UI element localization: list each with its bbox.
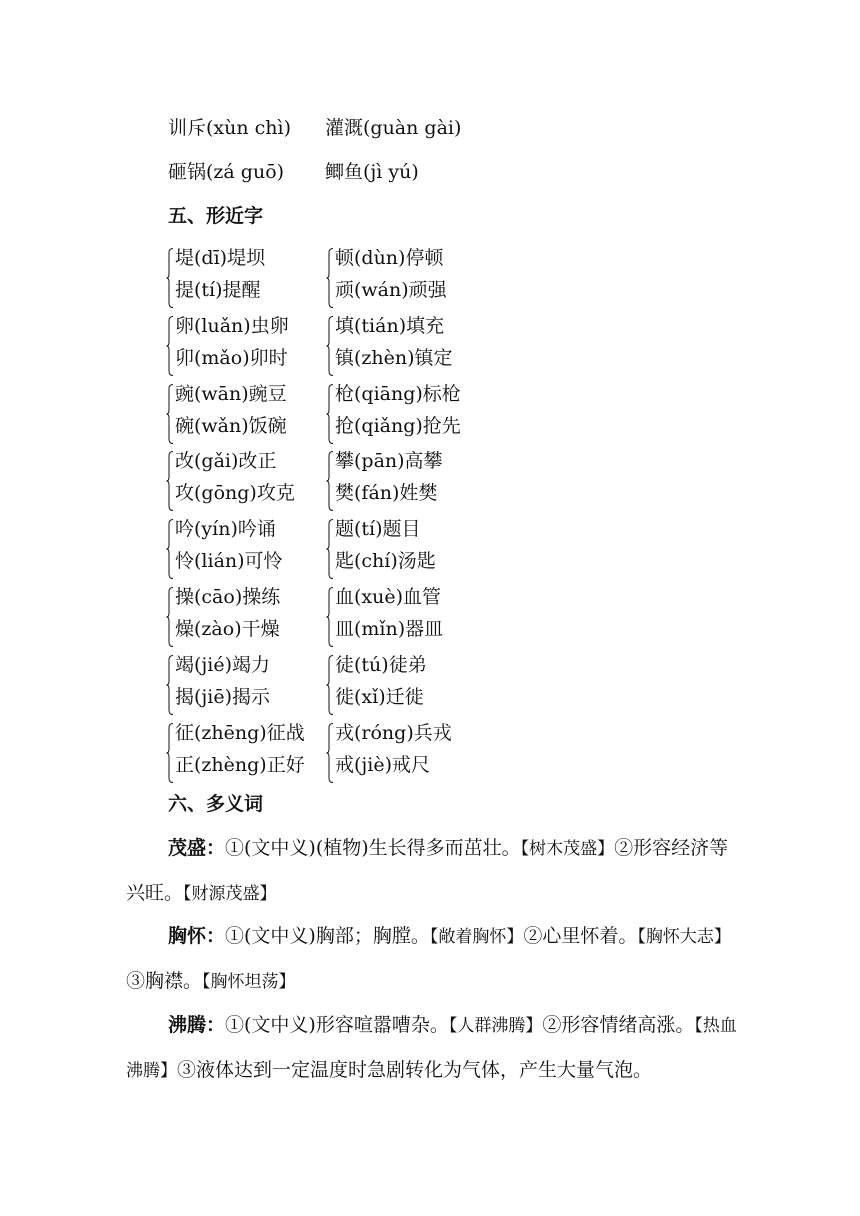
char-pair-item: 题(tí)题目 <box>335 518 421 540</box>
char-pair-item: 徒(tú)徒弟 <box>335 654 427 676</box>
char-pair-item: 徙(xǐ)迁徙 <box>335 686 424 708</box>
char-pair-item: 操(cāo)操练 <box>175 586 281 608</box>
char-pair-item: 提(tí)提醒 <box>175 279 261 301</box>
char-pair-item: 堤(dī)堤坝 <box>175 247 266 269</box>
brace-icon <box>166 248 174 308</box>
vocab-item: 训斥(xùn chì) <box>168 117 292 139</box>
char-pair-item: 镇(zhèn)镇定 <box>335 347 453 369</box>
char-pair-item: 血(xuè)血管 <box>335 586 442 608</box>
char-pair-item: 正(zhèng)正好 <box>175 754 305 776</box>
char-pair-item: 顿(dùn)停顿 <box>335 247 444 269</box>
definition-text: ③液体达到一定温度时急剧转化为气体，产生大量气泡。 <box>177 1059 653 1081</box>
section-heading-5: 五、形近字 <box>168 205 264 227</box>
char-pair-item: 枪(qiāng)标枪 <box>335 383 461 405</box>
char-pair-item: 攻(gōng)攻克 <box>175 482 295 504</box>
brace-icon <box>166 655 174 715</box>
char-pair-item: 卵(luǎn)虫卵 <box>175 315 289 337</box>
char-pair-item: 填(tián)填充 <box>335 315 445 337</box>
char-pair-item: 吟(yín)吟诵 <box>175 518 276 540</box>
definition-text: ③胸襟。 <box>126 970 203 992</box>
char-pair-item: 攀(pān)高攀 <box>335 450 443 472</box>
char-pair-item: 戎(róng)兵戎 <box>335 722 452 744</box>
example-phrase: 【胸怀大志】 <box>637 927 731 947</box>
definition-text: ②形容情绪高涨。 <box>542 1014 695 1036</box>
char-pair-item: 怜(lián)可怜 <box>175 550 283 572</box>
section-heading-6: 六、多义词 <box>168 793 264 815</box>
example-phrase: 【热血沸腾】 <box>126 1016 737 1081</box>
definition-text: ②形容经济等兴旺。 <box>126 837 729 904</box>
definition-text: ②心里怀着。 <box>523 925 638 947</box>
char-pair-item: 抢(qiǎng)抢先 <box>335 415 461 437</box>
vocab-item: 鲫鱼(jì yú) <box>325 161 419 183</box>
brace-icon <box>166 451 174 511</box>
char-pair-item: 征(zhēng)征战 <box>175 722 305 744</box>
char-pair-item: 皿(mǐn)器皿 <box>335 618 444 640</box>
example-phrase: 【胸怀坦荡】 <box>202 972 296 992</box>
brace-icon <box>166 519 174 579</box>
polysemy-term: 茂盛： <box>168 837 226 859</box>
example-phrase: 【树木茂盛】 <box>520 839 615 859</box>
brace-icon <box>326 519 334 579</box>
char-pair-item: 碗(wǎn)饭碗 <box>175 415 287 437</box>
char-pair-item: 顽(wán)顽强 <box>335 279 447 301</box>
char-pair-item: 燥(zào)干燥 <box>175 618 280 640</box>
brace-icon <box>166 587 174 647</box>
polysemy-term: 胸怀： <box>168 925 226 947</box>
example-phrase: 【人群沸腾】 <box>448 1016 543 1036</box>
vocab-item: 灌溉(guàn gài) <box>325 117 462 139</box>
char-pair-item: 揭(jiē)揭示 <box>175 686 271 708</box>
char-pair-item: 卯(mǎo)卯时 <box>175 347 288 369</box>
char-pair-item: 豌(wān)豌豆 <box>175 383 287 405</box>
brace-icon <box>326 723 334 783</box>
brace-icon <box>326 587 334 647</box>
char-pair-item: 匙(chí)汤匙 <box>335 550 436 572</box>
brace-icon <box>326 316 334 376</box>
char-pair-item: 改(gǎi)改正 <box>175 450 277 472</box>
polysemy-entry <box>126 914 738 1004</box>
polysemy-term: 沸腾： <box>168 1014 226 1036</box>
definition-text: ①(文中义)胸部；胸膛。 <box>225 925 430 947</box>
char-pair-item: 戒(jiè)戒尺 <box>335 754 431 776</box>
definition-text: ①(文中义)(植物)生长得多而茁壮。 <box>225 837 521 859</box>
example-phrase: 【敞着胸怀】 <box>429 927 524 947</box>
brace-icon <box>326 248 334 308</box>
polysemy-entry <box>126 1003 738 1093</box>
brace-icon <box>166 723 174 783</box>
vocab-item: 砸锅(zá guō) <box>168 161 285 183</box>
brace-icon <box>326 655 334 715</box>
example-phrase: 【财源茂盛】 <box>183 884 277 904</box>
brace-icon <box>326 451 334 511</box>
char-pair-item: 竭(jié)竭力 <box>175 654 271 676</box>
definition-text: ①(文中义)形容喧嚣嘈杂。 <box>225 1014 449 1036</box>
char-pair-item: 樊(fán)姓樊 <box>335 482 438 504</box>
brace-icon <box>166 316 174 376</box>
brace-icon <box>326 384 334 444</box>
brace-icon <box>166 384 174 444</box>
polysemy-entry <box>126 826 738 916</box>
